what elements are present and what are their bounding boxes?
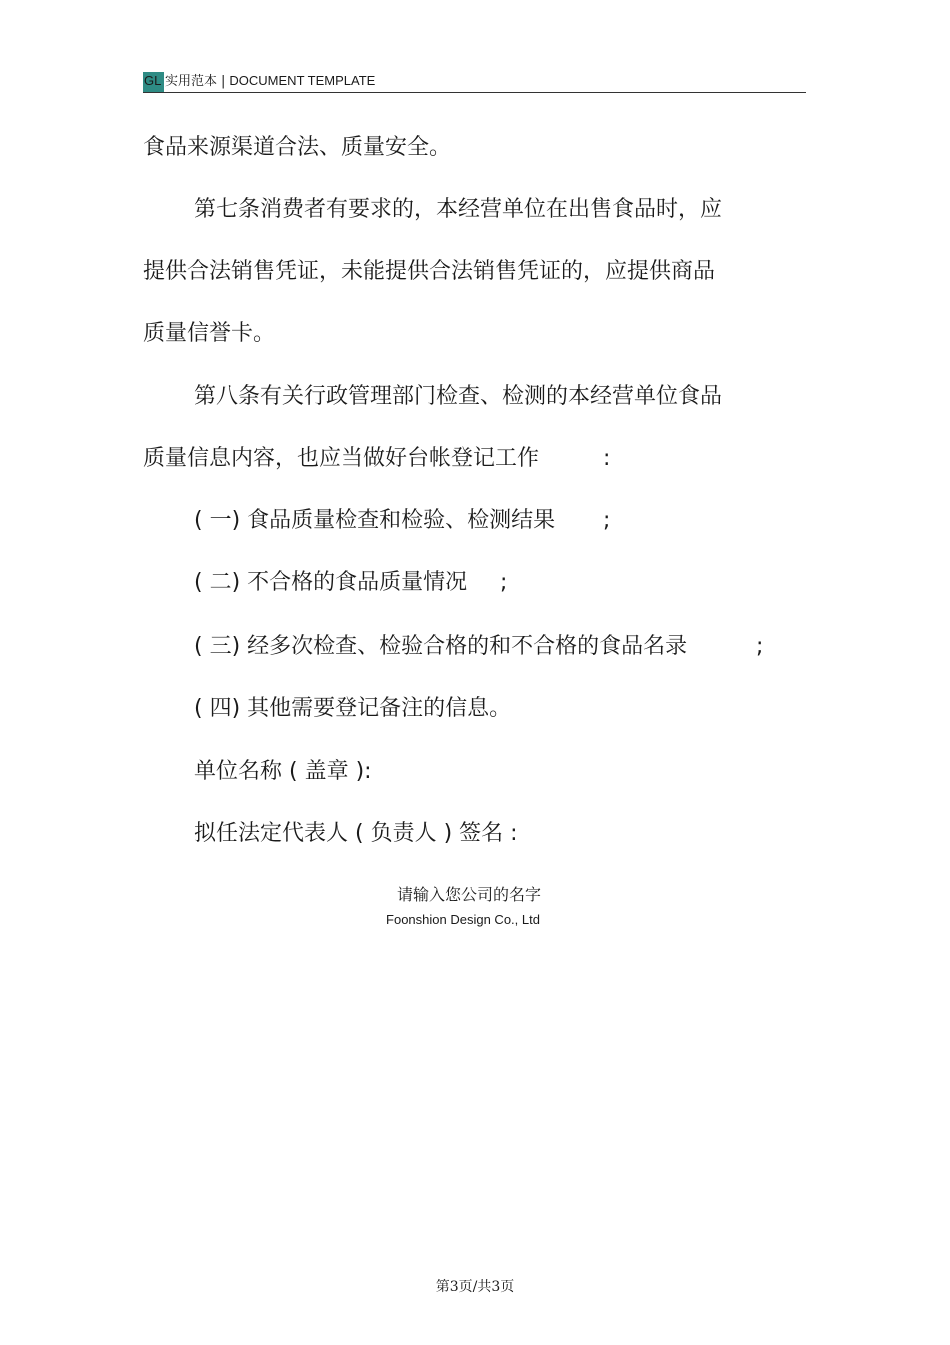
list-item-3: ( 三) 经多次检查、检验合格的和不合格的食品名录 [194,634,688,659]
list-item-1: ( 一) 食品质量检查和检验、检测结果 [194,508,556,533]
company-name-en: Foonshion Design Co., Ltd [386,912,540,927]
list-item-2-semicolon: ; [500,570,508,595]
unit-name-label: 单位名称 ( 盖章 ): [194,759,372,784]
logo [143,72,164,90]
document-header [143,70,806,93]
header-title-en: DOCUMENT TEMPLATE [229,73,376,88]
list-item-2: ( 二) 不合格的食品质量情况 [194,570,468,595]
body-line-3: 提供合法销售凭证，未能提供合法销售凭证的，应提供商品 [143,259,716,284]
body-line-2: 第七条消费者有要求的，本经营单位在出售食品时，应 [194,197,723,222]
list-item-1-semicolon: ; [603,508,611,533]
header-separator: | [221,74,226,89]
list-item-3-semicolon: ; [756,634,764,659]
body-line-5: 第八条有关行政管理部门检查、检测的本经营单位食品 [194,384,723,409]
header-title [165,72,375,91]
body-line-6: 质量信息内容，也应当做好台帐登记工作 [143,446,540,471]
body-line-6-colon: : [603,446,611,471]
logo-text: GL [144,73,162,88]
page-number: 第3页/共3页 [435,1279,515,1295]
header-title-cn: 实用范本 [165,74,218,89]
body-line-1: 食品来源渠道合法、质量安全。 [143,135,452,160]
company-name-cn: 请输入您公司的名字 [396,885,541,904]
list-item-4: ( 四) 其他需要登记备注的信息。 [194,696,512,721]
signature-label: 拟任法定代表人 ( 负责人 ) 签名 : [194,821,518,846]
body-line-4: 质量信誉卡。 [143,321,276,346]
